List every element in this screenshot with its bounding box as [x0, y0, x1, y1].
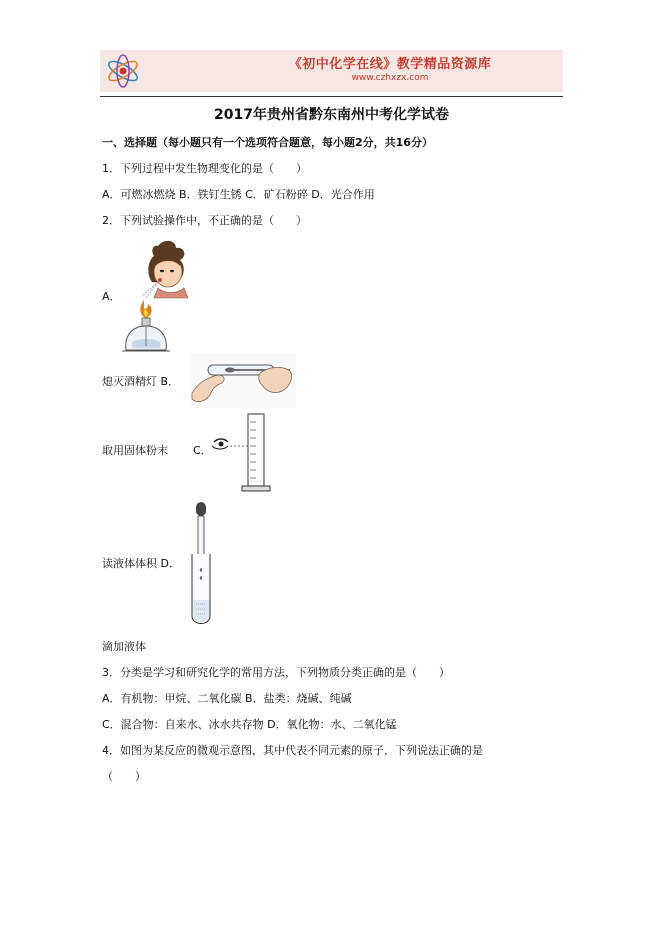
- header-banner: [100, 50, 563, 92]
- section-heading: 一、选择题（每小题只有一个选项符合题意，每小题2分，共16分）: [102, 136, 433, 149]
- question-1-stem: 1．下列过程中发生物理变化的是（ ）: [102, 162, 307, 175]
- page-title: 2017年贵州省黔东南州中考化学试卷: [214, 107, 449, 123]
- atom-logo-icon: [104, 52, 142, 90]
- question-2-trailing-label: 滴加液体: [102, 640, 146, 653]
- question-2-option-c-label: C．: [193, 444, 212, 457]
- question-3-options-cd: C．混合物：自来水、冰水共存物 D．氧化物：水、二氧化锰: [102, 718, 397, 731]
- blowing-out-lamp-figure: [118, 238, 198, 356]
- question-3-stem: 3．分类是学习和研究化学的常用方法，下列物质分类正确的是（ ）: [102, 666, 450, 679]
- header-rule: [100, 96, 563, 97]
- banner-title: 《初中化学在线》教学精品资源库: [288, 57, 492, 72]
- question-3-options-ab: A．有机物：甲烷、二氧化碳 B．盐类：烧碱、纯碱: [102, 692, 352, 705]
- question-2-option-b-label: 熄灭酒精灯 B．: [102, 375, 180, 388]
- question-1-options: A．可燃冰燃烧 B．铁钉生锈 C．矿石粉碎 D．光合作用: [102, 188, 375, 201]
- test-tube-powder-figure: [190, 353, 296, 408]
- graduated-cylinder-figure: [210, 412, 272, 494]
- banner-url: www.czhxzx.com: [351, 73, 429, 83]
- question-2-option-d-label: 读液体体积 D．: [102, 557, 180, 570]
- question-2-option-c-prefix: 取用固体粉末: [102, 444, 168, 457]
- question-4-paren: （ ）: [102, 770, 146, 783]
- question-2-option-a-label: A．: [102, 290, 121, 303]
- question-4-stem: 4．如图为某反应的微观示意图，其中代表不同元素的原子．下列说法正确的是: [102, 744, 483, 757]
- question-2-stem: 2．下列试验操作中，不正确的是（ ）: [102, 214, 307, 227]
- dropper-test-tube-figure: [188, 500, 214, 628]
